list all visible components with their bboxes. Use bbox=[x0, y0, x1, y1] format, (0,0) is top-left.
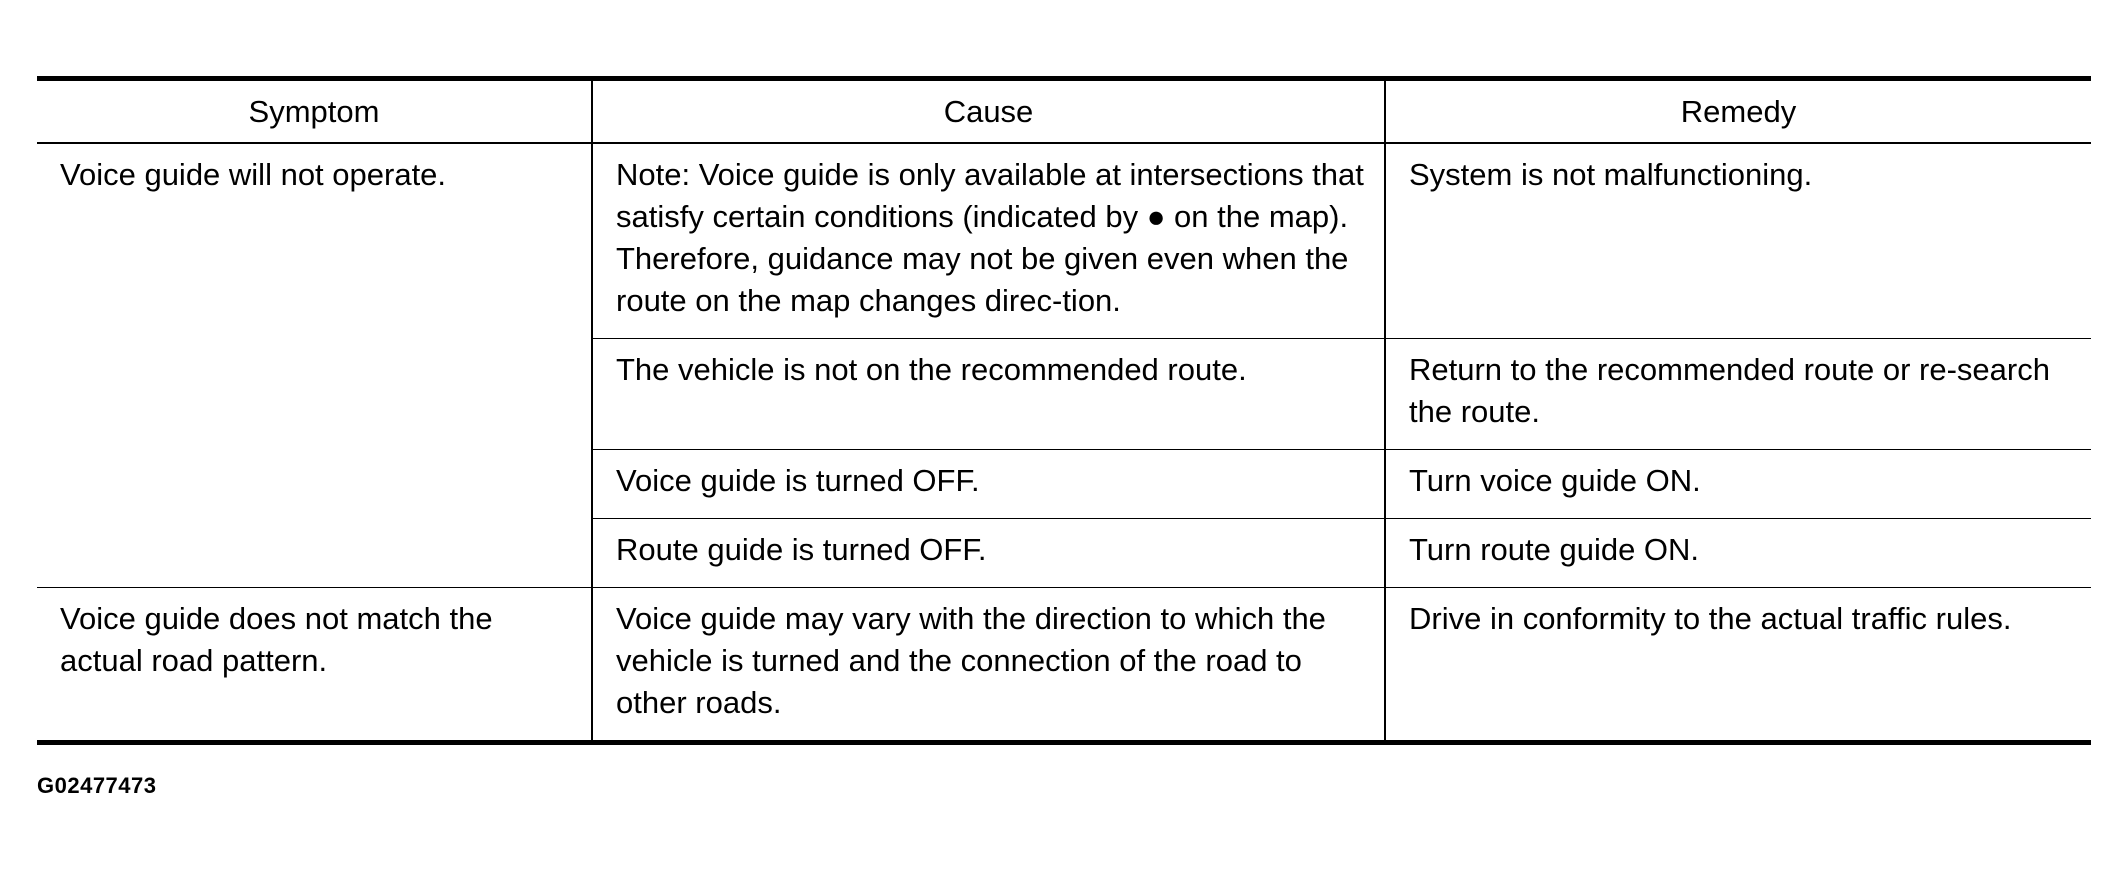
remedy-cell: Return to the recommended route or re-search the route. bbox=[1385, 339, 2091, 450]
table-row bbox=[37, 588, 2091, 743]
cause-cell: Route guide is turned OFF. bbox=[592, 519, 1385, 588]
symptom-cell: Voice guide will not operate. bbox=[37, 143, 592, 588]
header-remedy: Remedy bbox=[1385, 79, 2091, 144]
remedy-cell: Drive in conformity to the actual traffic rules. bbox=[1385, 588, 2091, 743]
cause-cell: The vehicle is not on the recommended route. bbox=[592, 339, 1385, 450]
remedy-cell: System is not malfunctioning. bbox=[1385, 143, 2091, 339]
header-cause: Cause bbox=[592, 79, 1385, 144]
symptom-cell: Voice guide does not match the actual road pattern. bbox=[37, 588, 592, 743]
table-header-row bbox=[37, 79, 2091, 144]
remedy-cell: Turn route guide ON. bbox=[1385, 519, 2091, 588]
cause-cell: Note: Voice guide is only available at intersections that satisfy certain conditions (indicated by ● on the map). Therefore, guidance may not be given even when the route on the map changes direc-tion. bbox=[592, 143, 1385, 339]
cause-cell: Voice guide is turned OFF. bbox=[592, 450, 1385, 519]
remedy-cell: Turn voice guide ON. bbox=[1385, 450, 2091, 519]
cause-cell: Voice guide may vary with the direction to which the vehicle is turned and the connection of the road to other roads. bbox=[592, 588, 1385, 743]
table-row bbox=[37, 143, 2091, 339]
troubleshooting-table bbox=[37, 76, 2091, 745]
header-symptom: Symptom bbox=[37, 79, 592, 144]
figure-code: G02477473 bbox=[37, 773, 157, 798]
